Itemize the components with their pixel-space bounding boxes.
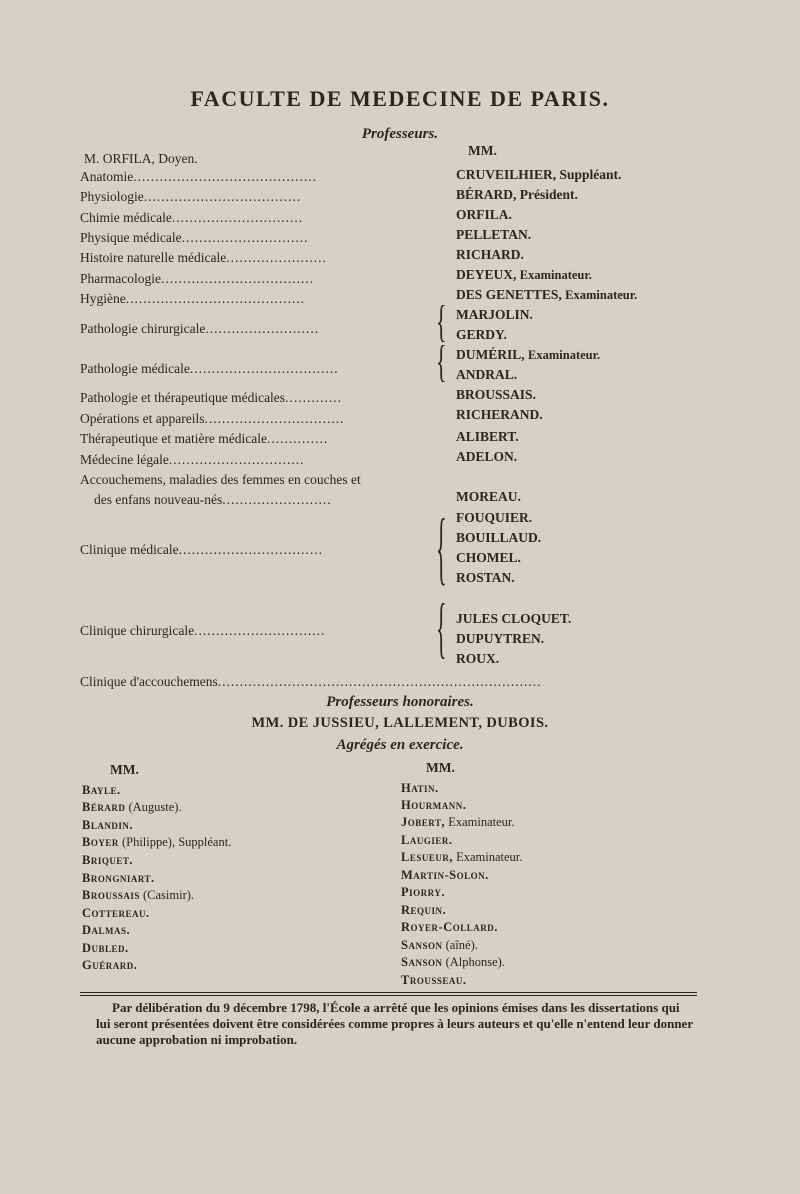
agrege-entry: Guérard.: [82, 958, 138, 972]
doyen-line: M. ORFILA, Doyen.: [84, 151, 198, 166]
chair-label: Anatomie..........................................: [80, 169, 317, 184]
chair-label: Clinique chirurgicale..............................: [80, 623, 326, 638]
chair-name: BOUILLAUD.: [456, 530, 542, 545]
agrege-entry: Hourmann.: [401, 798, 467, 812]
chair-label: Thérapeutique et matière médicale..............: [80, 431, 329, 446]
chair-name: ORFILA.: [456, 207, 512, 222]
chair-name: BROUSSAIS.: [456, 387, 536, 402]
mm-label: MM.: [468, 143, 497, 158]
brace: {: [436, 589, 447, 666]
chair-label-cont: des enfans nouveau-nés.........................: [94, 492, 332, 507]
brace: {: [436, 337, 447, 386]
chair-name: CRUVEILHIER, Suppléant.: [456, 167, 622, 182]
chair-label: Physiologie....................................: [80, 189, 302, 204]
chair-label: Accouchemens, maladies des femmes en couches et: [80, 472, 361, 487]
chair-name: DUPUYTREN.: [456, 631, 545, 646]
agrege-entry: Laugier.: [401, 833, 453, 847]
page-title: FACULTE DE MEDECINE DE PARIS.: [190, 86, 610, 111]
deliberation-note: Par délibération du 9 décembre 1798, l'École a arrêté que les opinions émises dans les dissertations qui lui seront présentées doivent être considérées comme propres à leurs auteurs et qu'elle n'entend leur donner aucune approbation ni improbation.: [96, 1000, 693, 1047]
agrege-entry: Dalmas.: [82, 923, 131, 937]
chair-name: RICHARD.: [456, 247, 524, 262]
chair-name: RICHERAND.: [456, 407, 543, 422]
honoraires-names: MM. DE JUSSIEU, LALLEMENT, DUBOIS.: [251, 715, 549, 731]
chair-label: Pathologie chirurgicale..........................: [80, 321, 320, 336]
chair-label: Histoire naturelle médicale.......................: [80, 250, 327, 265]
chair-label: Pathologie médicale..................................: [80, 361, 339, 376]
agrege-entry: Requin.: [401, 903, 447, 917]
chair-label: Physique médicale.............................: [80, 230, 309, 245]
professeurs-heading: Professeurs.: [361, 126, 439, 142]
chair-name: FOUQUIER.: [456, 510, 533, 525]
chair-label: Opérations et appareils................................: [80, 411, 345, 426]
chair-name: MOREAU.: [456, 489, 521, 504]
agrege-entry: Bayle.: [82, 783, 121, 797]
agrege-entry: Blandin.: [82, 818, 133, 832]
honoraires-heading: Professeurs honoraires.: [326, 694, 474, 710]
agrege-entry: Trousseau.: [401, 973, 467, 987]
mm-label-left: MM.: [110, 762, 139, 777]
chair-label: Clinique d'accouchemens..........................................................................: [80, 674, 542, 689]
chair-name: BÉRARD, Président.: [456, 187, 578, 202]
chair-label: Pharmacologie...................................: [80, 271, 315, 286]
chair-name: DES GENETTES, Examinateur.: [456, 287, 638, 302]
agrege-entry: Hatin.: [401, 781, 439, 795]
mm-label-right: MM.: [426, 760, 455, 775]
agrege-entry: Royer-Collard.: [401, 920, 498, 934]
chair-name: ADELON.: [456, 449, 518, 464]
chair-name: ALIBERT.: [456, 429, 519, 444]
chair-name: DUMÉRIL, Examinateur.: [456, 347, 601, 362]
chair-label: Chimie médicale..............................: [80, 210, 304, 225]
agrege-entry: Sanson (aîné).: [401, 938, 478, 952]
agrege-entry: Dubled.: [82, 941, 129, 955]
agrege-entry: Piorry.: [401, 885, 445, 899]
chair-name: ROSTAN.: [456, 570, 515, 585]
chair-name: PELLETAN.: [456, 227, 532, 242]
agrege-entry: Jobert, Examinateur.: [401, 815, 515, 829]
agrege-entry: Briquet.: [82, 853, 133, 867]
chair-label: Clinique médicale.................................: [80, 542, 323, 557]
divider-rule: [80, 992, 697, 993]
brace: {: [436, 502, 447, 594]
brace: {: [436, 297, 447, 346]
agreges-heading: Agrégés en exercice.: [336, 737, 464, 753]
chair-name: GERDY.: [456, 327, 507, 342]
chair-label: Hygiène.........................................: [80, 291, 306, 306]
chair-name: CHOMEL.: [456, 550, 521, 565]
agrege-entry: Lesueur, Examinateur.: [401, 850, 523, 864]
agrege-entry: Brongniart.: [82, 871, 155, 885]
chair-label: Médecine légale...............................: [80, 452, 305, 467]
chair-name: ROUX.: [456, 651, 500, 666]
agrege-entry: Broussais (Casimir).: [82, 888, 195, 902]
divider-rule: [80, 995, 697, 996]
chair-label: Pathologie et thérapeutique médicales.............: [80, 390, 342, 405]
chair-name: ANDRAL.: [456, 367, 518, 382]
agrege-entry: Boyer (Philippe), Suppléant.: [82, 835, 232, 849]
agrege-entry: Martin-Solon.: [401, 868, 489, 882]
chair-name: MARJOLIN.: [456, 307, 533, 322]
chair-name: JULES CLOQUET.: [456, 611, 572, 626]
chair-name: DEYEUX, Examinateur.: [456, 267, 592, 282]
agrege-entry: Cottereau.: [82, 906, 150, 920]
agrege-entry: Sanson (Alphonse).: [401, 955, 505, 969]
agrege-entry: Bérard (Auguste).: [82, 800, 182, 814]
